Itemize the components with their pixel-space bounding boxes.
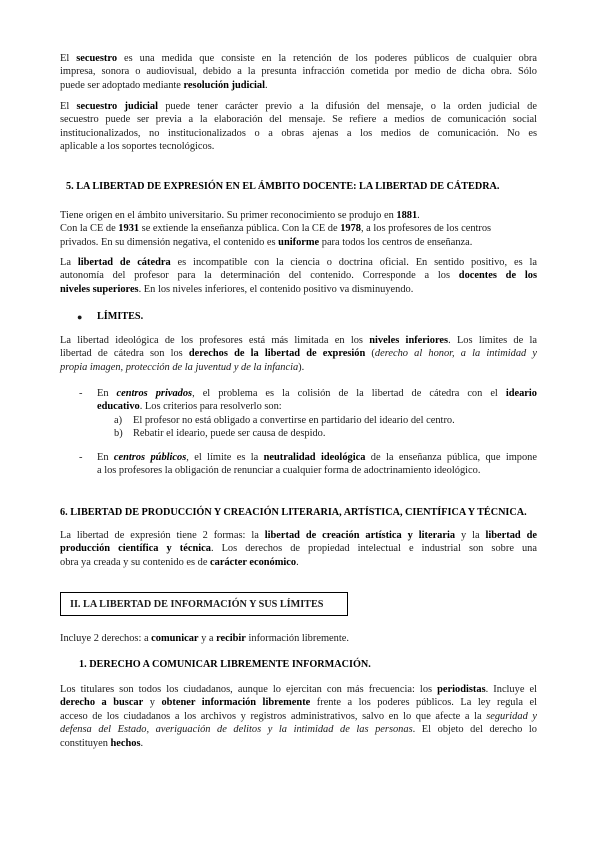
- dash-marker: -: [79, 452, 83, 463]
- paragraph-origen: Tiene origen en el ámbito universitario. Su primer reconocimiento se produjo en 1881. Con la CE de 1931 se extiende la enseñanza pública. Con la CE de 1978, a los profesores de los centros privados. En su dimensión negativa, el contenido es uniforme para todos los centros de enseñanza.: [60, 210, 492, 248]
- paragraph-creacion: La libertad de expresión tiene 2 formas: la libertad de creación artística y literaria y la libertad de producción científica y técnica. Los derechos de propiedad intelectual e industrial son sobre una obra ya creada y su contenido es de carácter económico.: [60, 530, 537, 568]
- limites-heading: LÍMITES.: [97, 311, 144, 322]
- bullet-icon: ●: [77, 312, 83, 322]
- paragraph-secuestro-judicial: El secuestro judicial puede tener carácter previo a la difusión del mensaje, o la orden judicial de secuestro puede ser previa a la elaboración del mensaje. Se refiere a medios de comunicación social institucionalizados, no institucionalizados o a obras ajenas a los medios de comunicación. No es aplicable a los soportes tecnológicos.: [60, 101, 537, 153]
- dash-marker: -: [79, 388, 83, 399]
- section-heading-5: 5. LA LIBERTAD DE EXPRESIÓN EN EL ÁMBITO DOCENTE: LA LIBERTAD DE CÁTEDRA.: [66, 181, 500, 192]
- list-item-centros-privados: En centros privados, el problema es la colisión de la libertad de cátedra con el ideario educativo. Los criterios para resolverlo son:: [97, 388, 537, 413]
- section-heading-6: 6. LIBERTAD DE PRODUCCIÓN Y CREACIÓN LITERARIA, ARTÍSTICA, CIENTÍFICA Y TÉCNICA.: [60, 507, 527, 518]
- sublist-criterios: a) El profesor no está obligado a convertirse en partidario del ideario del centro. b) Rebatir el ideario, puede ser causa de despido.: [114, 415, 455, 440]
- paragraph-limites: La libertad ideológica de los profesores está más limitada en los niveles inferiores. Los límites de la libertad de cátedra son los derechos de la libertad de expresión (derecho al honor, a la intimidad y propia imagen, protección de la juventud y de la infancia).: [60, 335, 538, 373]
- boxed-section-heading: II. LA LIBERTAD DE INFORMACIÓN Y SUS LÍMITES: [60, 592, 348, 616]
- paragraph-libertad-catedra: La libertad de cátedra es incompatible con la ciencia o doctrina oficial. En sentido positivo, es la autonomía del profesor para la determinación del contenido. Corresponde a los docentes de los niveles superiores. En los niveles inferiores, el contenido positivo va disminuyendo.: [60, 257, 537, 295]
- paragraph-titulares: Los titulares son todos los ciudadanos, aunque lo ejercitan con más frecuencia: los periodistas. Incluye el derecho a buscar y obtener información libremente frente a los poderes públicos. La ley regula el acceso de los ciudadanos a los archivos y registros administrativos, salvo en lo que afecte a la seguridad y defensa del Estado, averiguación de delitos y la intimidad de las personas. El objeto del derecho lo constituyen hechos.: [60, 684, 537, 749]
- list-item-centros-publicos: En centros públicos, el límite es la neutralidad ideológica de la enseñanza pública, que impone a los profesores la obligación de renunciar a cualquier forma de adoctrinamiento ideológico.: [97, 452, 537, 477]
- subsection-heading-1: 1. DERECHO A COMUNICAR LIBREMENTE INFORMACIÓN.: [79, 659, 371, 670]
- paragraph-incluye: Incluye 2 derechos: a comunicar y a recibir información libremente.: [60, 633, 349, 644]
- paragraph-secuestro: El secuestro es una medida que consiste en la retención de los poderes públicos de cualquier obra impresa, sonora o audiovisual, debido a la presunta infracción cometida por medio de dicha obra. Sólo puede ser adoptado mediante resolución judicial.: [60, 53, 537, 91]
